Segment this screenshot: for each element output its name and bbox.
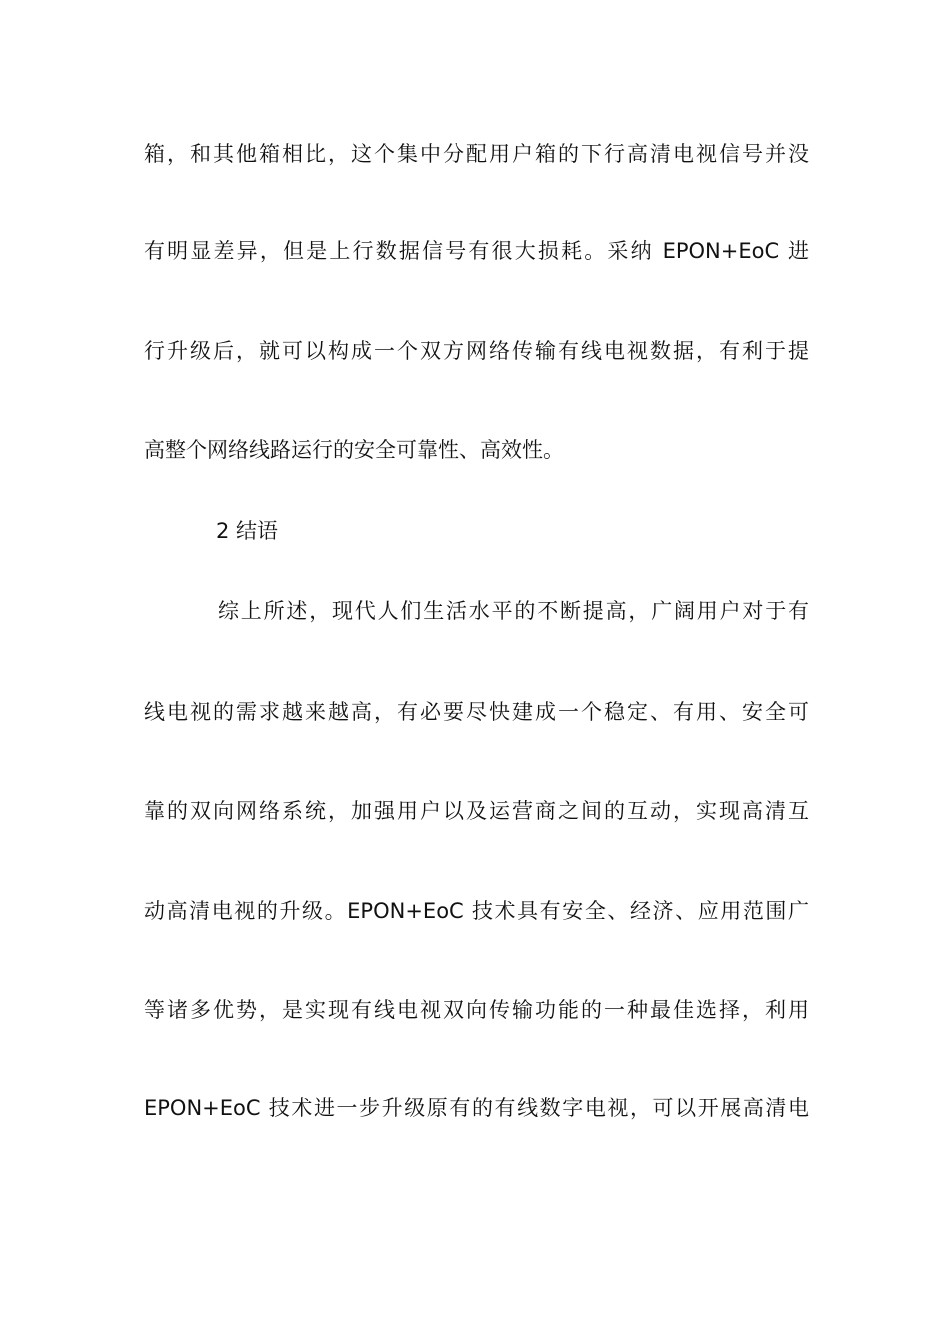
text-line: 综上所述，现代人们生活水平的不断提高，广阔用户对于有 bbox=[218, 599, 809, 623]
text-line: 动高清电视的升级。EPON+EoC 技术具有安全、经济、应用范围广 bbox=[144, 899, 809, 923]
text-line: 行升级后，就可以构成一个双方网络传输有线电视数据，有利于提 bbox=[144, 339, 809, 363]
text-line: 有明显差异，但是上行数据信号有很大损耗。采纳 EPON+EoC 进 bbox=[144, 239, 809, 263]
text-line: 等诸多优势，是实现有线电视双向传输功能的一种最佳选择，利用 bbox=[144, 998, 809, 1022]
text-line: EPON+EoC 技术进一步升级原有的有线数字电视，可以开展高清电 bbox=[144, 1096, 809, 1120]
text-line: 线电视的需求越来越高，有必要尽快建成一个稳定、有用、安全可 bbox=[144, 700, 809, 724]
text-line: 靠的双向网络系统，加强用户以及运营商之间的互动，实现高清互 bbox=[144, 799, 809, 823]
text-line: 箱，和其他箱相比，这个集中分配用户箱的下行高清电视信号并没 bbox=[144, 142, 809, 166]
text-line: 高整个网络线路运行的安全可靠性、高效性。 bbox=[144, 438, 564, 462]
section-heading: 2 结语 bbox=[216, 519, 279, 543]
